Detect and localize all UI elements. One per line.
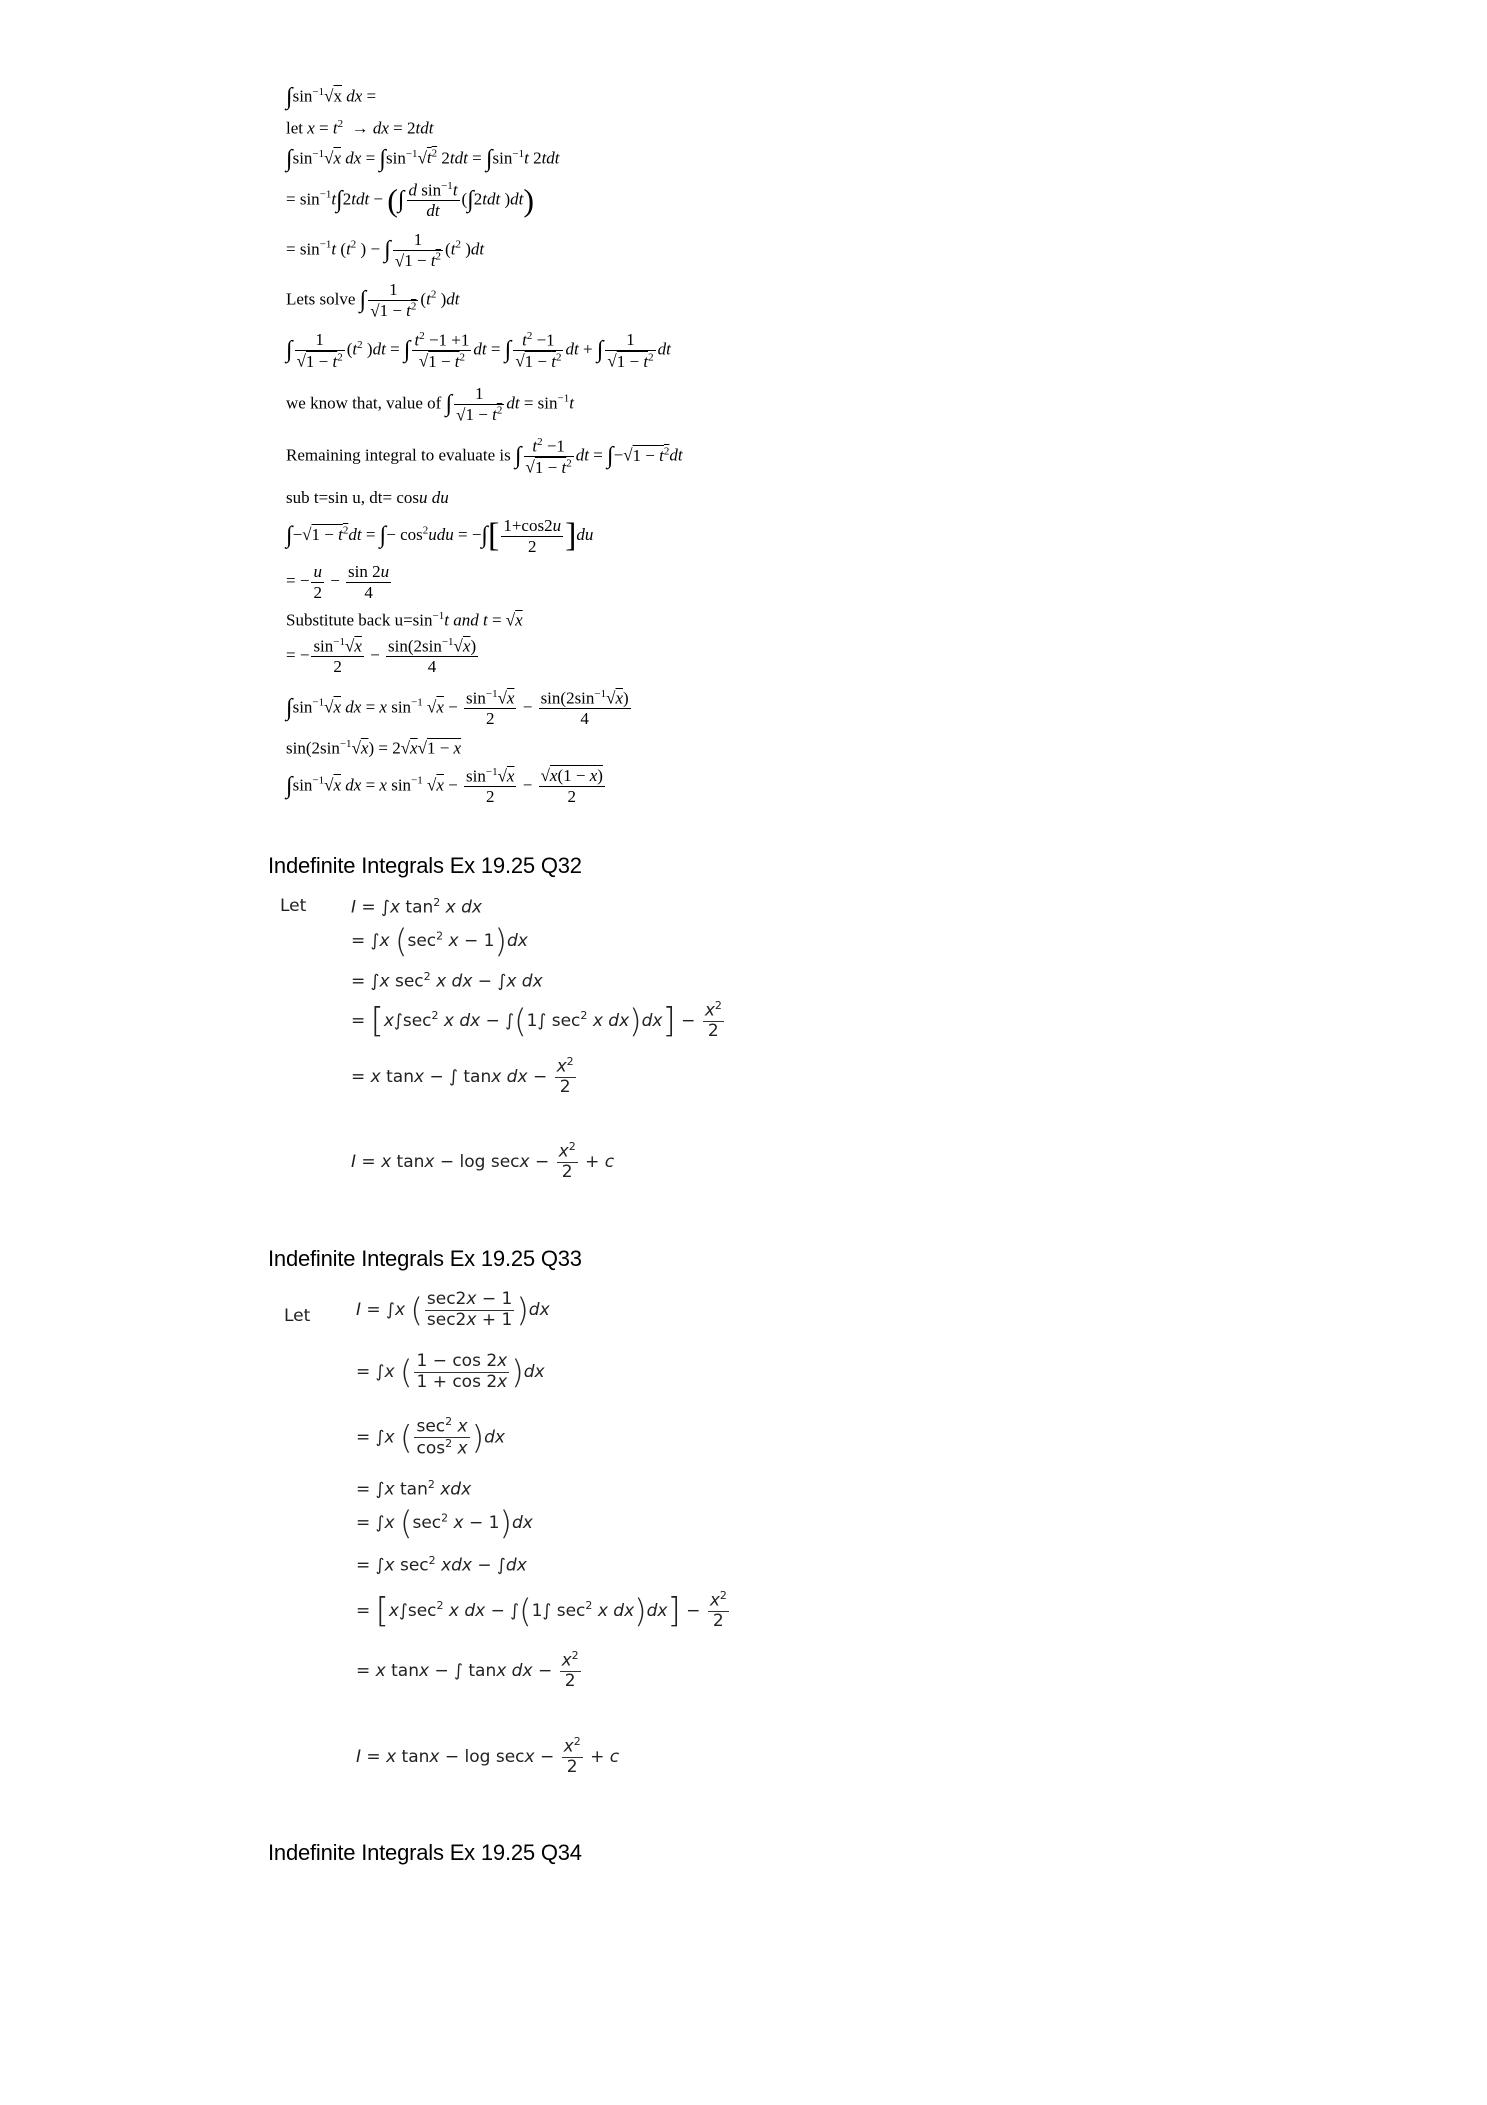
top-solution-line-13: Substitute back $u=\sin^{-1}t$ and t = √x xyxy=(286,610,523,630)
top-solution-line-4: = $\sin^{-1}t\int 2tdt$ − (∫ $\frac{d \sin^{-1}t}{dt}$ (∫2tdt )dt) xyxy=(286,180,535,221)
q33-line-5: = ∫x ($\sec^2$ x − 1)dx xyxy=(356,1504,533,1542)
q32-line-1: I = ∫x $\tan^2 x$ dx xyxy=(351,896,482,918)
q33-line-9: I = x tanx − log secx − $\frac{x^2}{2}$ + c xyxy=(356,1735,620,1778)
top-solution-line-16: $\sin(2\sin^{-1}√x) = 2√x√1 - x$ xyxy=(286,738,462,758)
q33-line-3: = ∫x ( $\frac{\sec^2 x}{\cos^2 x}$ )dx xyxy=(356,1415,505,1459)
top-solution-line-14: = − $\frac{\sin^{-1}√x}{2}$ − $\frac{\sin(2\sin^{-1}√x)}{4}$ xyxy=(286,636,477,677)
q32-line-2: = ∫x ($\sec^2$ x − 1)dx xyxy=(351,922,528,960)
top-solution-line-1: $\int\sin^{-1}√x$ dx = xyxy=(286,84,377,110)
q33-let-label: Let xyxy=(284,1306,311,1326)
q33-heading: Indefinite Integrals Ex 19.25 Q33 xyxy=(268,1246,582,1271)
q33-line-1: I = ∫x ( $\frac{\sec 2x - 1}{\sec 2x + 1}$ )dx xyxy=(356,1289,550,1330)
q32-heading: Indefinite Integrals Ex 19.25 Q32 xyxy=(268,853,582,878)
q32-line-3: = ∫x $\sec^2 x$ dx − ∫x dx xyxy=(351,970,543,992)
top-solution-line-15: $\int\sin^{-1}√x$ dx = x $\sin^{-1} √x$ − $\frac{\sin^{-1}√x}{2}$ − $\frac{\sin(2\sin^{-1}√x)}{4}$ xyxy=(286,688,629,729)
top-solution-line-10: sub t=sin u, dt= cosu du xyxy=(286,488,449,507)
q32-line-5: = x tanx − ∫ tanx dx − $\frac{x^2}{2}$ xyxy=(351,1055,574,1098)
top-solution-line-2: let $x = t^2$ → dx = 2tdt xyxy=(286,118,434,138)
q33-line-6: = ∫x $\sec^2$ xdx − ∫dx xyxy=(356,1554,527,1576)
q32-line-6: I = x tanx − log secx − $\frac{x^2}{2}$ + c xyxy=(351,1140,615,1183)
q34-heading: Indefinite Integrals Ex 19.25 Q34 xyxy=(268,1840,582,1865)
top-solution-line-8: we know that, value of ∫ $\frac{1}{√1 - t^2}$ dt = $\sin^{-1}t$ xyxy=(286,384,574,425)
q33-line-4: = ∫x $\tan^2$ xdx xyxy=(356,1478,472,1500)
top-solution-line-11: $\int-√1 - t^2dt$ = ∫− $\cos^2udu$ = −∫[ $\frac{1+\cos 2u}{2}$ ]du xyxy=(286,516,594,556)
top-solution-line-12: = − $\frac{u}{2}$ − $\frac{\sin 2u}{4}$ xyxy=(286,562,390,602)
top-solution-line-6: Lets solve ∫ $\frac{1}{√1 - t^2}$ ($t^2$ )dt xyxy=(286,280,460,321)
top-solution-line-7: ∫ $\frac{1}{√1 - t^2}$ ($t^2$ )dt = ∫ $\frac{t^2 -1 +1}{√1 - t^2}$ dt = ∫ $\frac{t^2 -1}{√1 - t^2}$ dt + ∫ $\frac{1}{√1 - t^2}$ dt xyxy=(286,330,671,371)
top-solution-line-17: $\int\sin^{-1}√x$ dx = x $\sin^{-1} √x$ − $\frac{\sin^{-1}√x}{2}$ − $\frac{√x(1 - x)}{2}$ xyxy=(286,766,603,807)
top-solution-line-3: $\int\sin^{-1}√x$ dx = $\int\sin^{-1}√t^2$ $2tdt = \int\sin^{-1}t$ 2tdt xyxy=(286,146,560,172)
q33-line-8: = x tanx − ∫ tanx dx − $\frac{x^2}{2}$ xyxy=(356,1649,579,1692)
q32-line-4: = [$x\int\sec^2$ x dx − ∫(1∫ $\sec^2 x$ dx)dx] − $\frac{x^2}{2}$ xyxy=(351,999,722,1042)
top-solution-line-9: Remaining integral to evaluate is ∫ $\frac{t^2 -1}{√1 - t^2}$ dt = $\int-√1 - t^2dt$ xyxy=(286,436,683,477)
q32-let-label: Let xyxy=(280,896,307,916)
top-solution-line-5: = $\sin^{-1}t$ ($t^2$ ) − ∫ $\frac{1}{√1 - t^2}$ ($t^2$ )dt xyxy=(286,230,485,271)
q33-line-7: = [$x\int\sec^2$ x dx − ∫(1∫ $\sec^2 x$ dx)dx] − $\frac{x^2}{2}$ xyxy=(356,1589,727,1632)
q33-line-2: = ∫x ( $\frac{1 - \cos 2x}{1 + \cos 2x}$ )dx xyxy=(356,1351,545,1392)
